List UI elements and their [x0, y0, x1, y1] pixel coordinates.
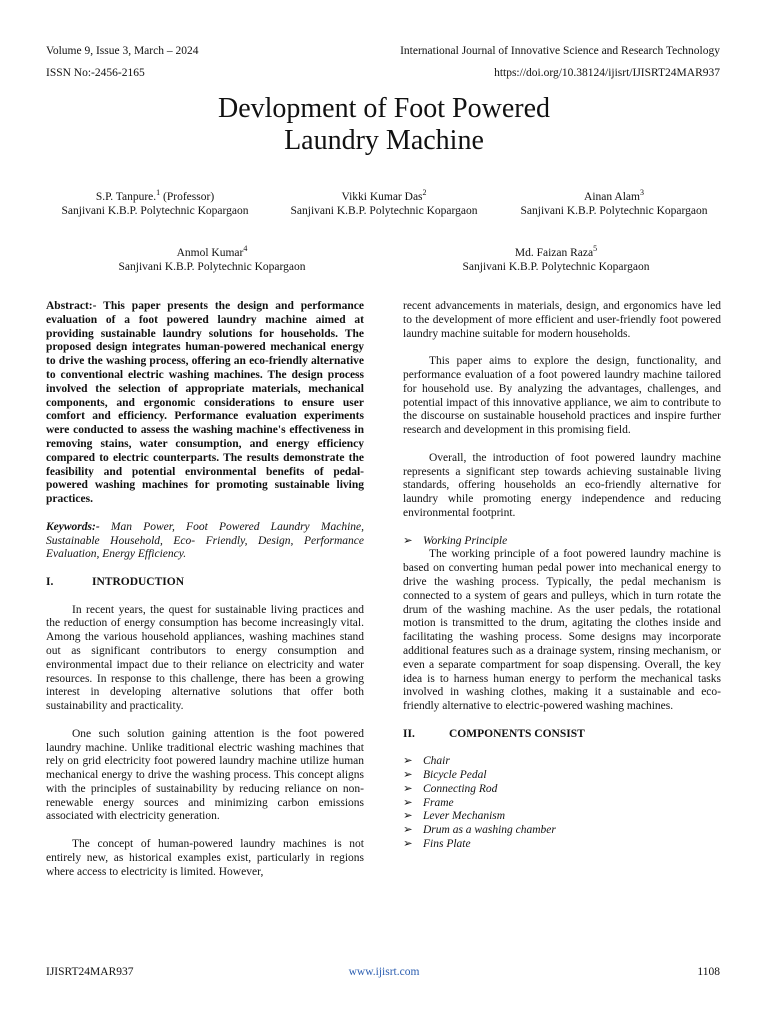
- right-column: [403, 300, 721, 852]
- arrow-bullet-icon: ➢: [403, 755, 413, 768]
- arrow-bullet-icon: ➢: [403, 534, 413, 547]
- author-2: [269, 190, 499, 218]
- author-name: S.P. Tanpure.: [95, 191, 157, 203]
- working-principle-paragraph: The working principle of a foot powered laundry machine is based on converting human pedal power into mechanical energy to drive the washing process. Typically, the pedal mechanism is connected to a system of gears and pulleys, which in turn rotate the drum of the washing machine. As the user pedals, the rotational motion is transmitted to the drum, agitating the clothes inside and facilitating the washing process. Some designs may incorporate additional features such as a drainage system, rinsing mechanism, or even a separate compartment for soap dispensing. Overall, the key idea is to harness human energy to perform the mechanical tasks involved in washing clothes, making it a sustainable and eco-friendly alternative to electric-powered washing machines.: [403, 548, 721, 713]
- author-affiliation: Sanjivani K.B.P. Polytechnic Kopargaon: [462, 261, 650, 273]
- author-4: [97, 246, 327, 274]
- list-item-text: Chair: [423, 755, 450, 768]
- list-item: [403, 783, 721, 797]
- list-item: [403, 769, 721, 783]
- arrow-bullet-icon: ➢: [403, 769, 413, 782]
- keywords: [46, 521, 364, 562]
- author-3: [499, 190, 729, 218]
- list-item-text: Lever Mechanism: [423, 810, 506, 823]
- intro-paragraph-2: One such solution gaining attention is the foot powered laundry machine. Unlike traditional electric washing machines that rely on grid electricity foot powered laundry machine utilize human mechanical energy to drive the washing process. This concept aligns with the principles of sustainability by reducing reliance on non-renewable energy sources and minimizing carbon emissions associated with electricity generation.: [46, 727, 364, 823]
- intro-paragraph-4: This paper aims to explore the design, functionality, and performance evaluation of a foot powered laundry machine tailored for household use. By analyzing the advantages, challenges, and potential impact of this innovative appliance, we aim to contribute to the discourse on sustainable household practices and inspire further research and development in this promising field.: [403, 355, 721, 437]
- arrow-bullet-icon: ➢: [403, 782, 413, 795]
- author-5: [441, 246, 671, 274]
- left-column: [46, 300, 364, 879]
- footer-paper-id: IJISRT24MAR937: [46, 966, 134, 978]
- list-item: [403, 838, 721, 852]
- author-sup: 4: [243, 244, 248, 254]
- author-affiliation: Sanjivani K.B.P. Polytechnic Kopargaon: [290, 205, 478, 217]
- doi-link[interactable]: https://doi.org/10.38124/ijisrt/IJISRT24MAR937: [494, 67, 720, 79]
- subheading-text: Working Principle: [423, 534, 508, 547]
- section-number: I.: [46, 575, 54, 588]
- issn: ISSN No:-2456-2165: [46, 67, 145, 79]
- arrow-bullet-icon: ➢: [403, 810, 413, 823]
- abstract: Abstract:- This paper presents the design and performance evaluation of a foot powered laundry machine aimed at providing sustainable laundry solutions for households. The proposed design integrates human-powered mechanical energy to drive the washing process, offering an eco-friendly alternative to conventional electric washing machines. The design process involved the selection of appropriate materials, mechanical components, and ergonomic considerations to ensure user comfort and efficiency. Performance evaluation experiments were conducted to assess the washing machine's effectiveness in removing stains, water consumption, and energy efficiency compared to electric counterparts. The results demonstrate the feasibility and potential environmental benefits of pedal-powered washing machines for promoting sustainable living practices.: [46, 300, 364, 506]
- volume-info: Volume 9, Issue 3, March – 2024: [46, 45, 199, 57]
- list-item: [403, 797, 721, 811]
- arrow-bullet-icon: ➢: [403, 796, 413, 809]
- intro-paragraph-3: The concept of human-powered laundry machines is not entirely new, as historical examples exist, particularly in regions where access to electricity is limited. However,: [46, 838, 364, 878]
- author-affiliation: Sanjivani K.B.P. Polytechnic Kopargaon: [61, 205, 249, 217]
- section-title: INTRODUCTION: [92, 575, 185, 588]
- list-item: [403, 755, 721, 769]
- author-1: [40, 190, 270, 218]
- author-name: Ainan Alam: [584, 191, 640, 203]
- title-line-1: Devlopment of Foot Powered: [217, 93, 551, 124]
- keywords-label: Keywords:-: [46, 520, 100, 533]
- list-item-text: Bicycle Pedal: [423, 769, 487, 782]
- intro-continuation: recent advancements in materials, design, and ergonomics have led to the development of more efficient and user-friendly foot powered laundry machine suitable for modern households.: [403, 300, 721, 340]
- arrow-bullet-icon: ➢: [403, 824, 413, 837]
- list-item-text: Fins Plate: [423, 838, 471, 851]
- section-heading-components: [403, 728, 721, 742]
- list-item-text: Drum as a washing chamber: [423, 824, 556, 837]
- intro-paragraph-1: In recent years, the quest for sustainable living practices and the reduction of energy consumption has become increasingly vital. Among the various household appliances, washing machines stand out as significant contributors to energy consumption and environmental impact due to their reliance on electricity and water resources. In response to this challenge, there has been a growing interest in developing alternative solutions that offer both sustainability and practicality.: [46, 603, 364, 713]
- section-title: COMPONENTS CONSIST: [449, 727, 585, 740]
- author-sup: 5: [593, 244, 598, 254]
- author-name: Vikki Kumar Das: [341, 191, 423, 203]
- list-item-text: Frame: [423, 796, 454, 809]
- arrow-bullet-icon: ➢: [403, 838, 413, 851]
- list-item: [403, 810, 721, 824]
- journal-name: International Journal of Innovative Science and Research Technology: [400, 45, 720, 57]
- title-line-2: Laundry Machine: [284, 125, 484, 156]
- keywords-text: Man Power, Foot Powered Laundry Machine, Sustainable Household, Eco- Friendly, Design, Performance Evaluation, Energy Efficiency.: [46, 520, 364, 561]
- section-number: II.: [403, 727, 415, 740]
- author-affiliation: Sanjivani K.B.P. Polytechnic Kopargaon: [520, 205, 708, 217]
- working-principle-heading: [403, 535, 721, 549]
- paper-title: [0, 93, 768, 157]
- list-item-text: Connecting Rod: [423, 782, 498, 795]
- author-sup: 1: [156, 188, 161, 198]
- intro-paragraph-5: Overall, the introduction of foot powered laundry machine represents a significant step towards achieving sustainable living standards, offering households an eco-friendly alternative for laundry while promoting energy independence and reducing environmental footprint.: [403, 451, 721, 519]
- author-role: (Professor): [160, 191, 215, 203]
- section-heading-introduction: [46, 576, 364, 590]
- author-sup: 2: [422, 188, 427, 198]
- author-name: Md. Faizan Raza: [514, 247, 594, 259]
- components-list: [403, 755, 721, 852]
- list-item: [403, 824, 721, 838]
- author-sup: 3: [639, 188, 644, 198]
- author-name: Anmol Kumar: [176, 247, 244, 259]
- page-number: 1108: [697, 966, 720, 978]
- footer-site-link[interactable]: www.ijisrt.com: [348, 966, 420, 978]
- author-affiliation: Sanjivani K.B.P. Polytechnic Kopargaon: [118, 261, 306, 273]
